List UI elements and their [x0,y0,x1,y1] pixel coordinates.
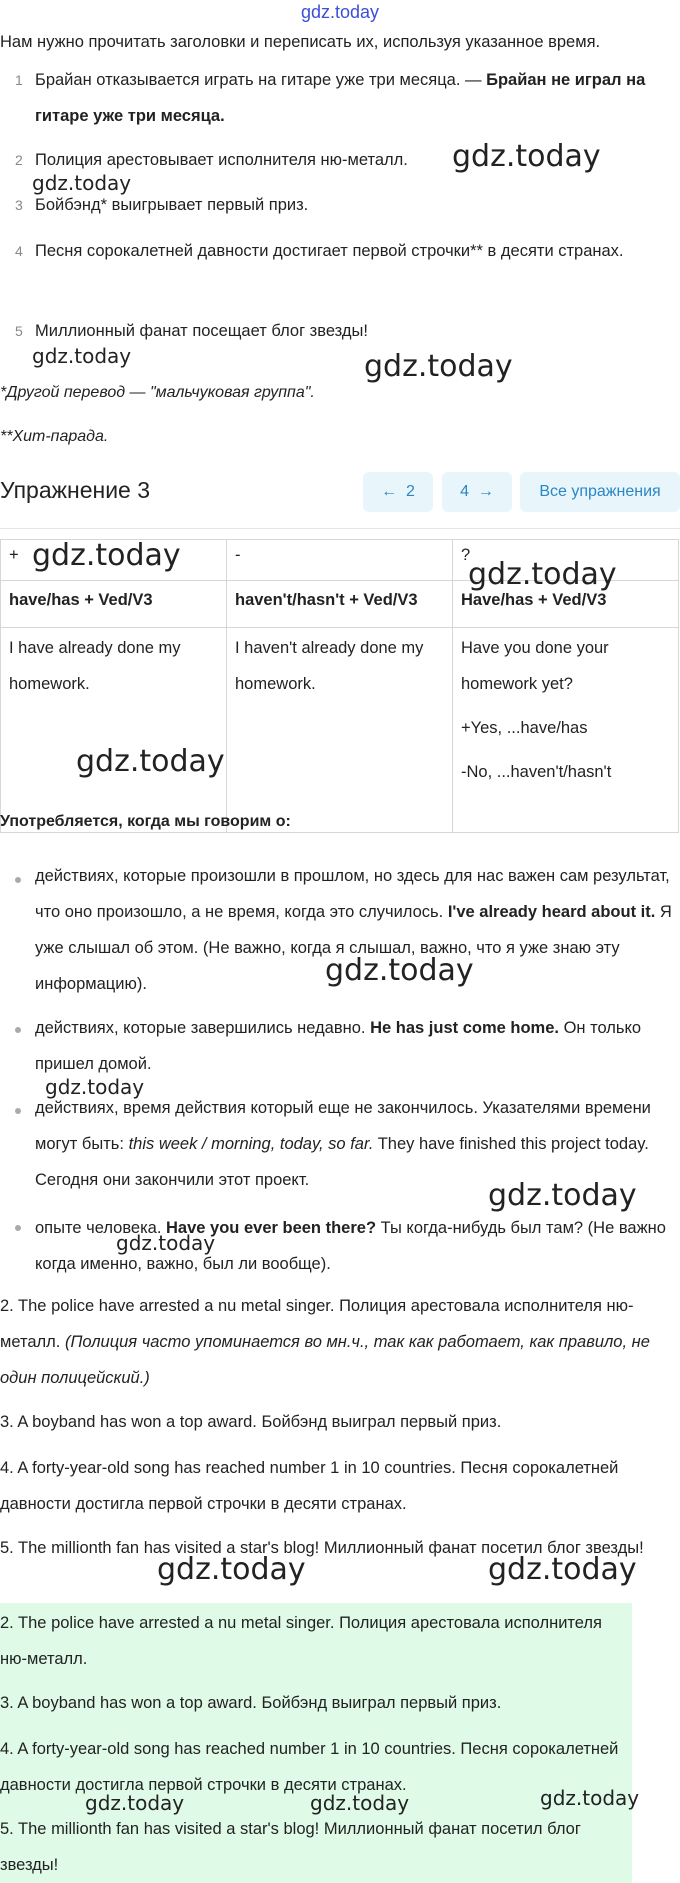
task-text: Полиция арестовывает исполнителя ню-металл. [35,151,408,169]
task-answer: Брайан не играл на гитаре уже три месяца. [35,71,646,125]
watermark: gdz.today [32,344,132,368]
answer-paragraph: 4. A forty-year-old song has reached number 1 in 10 countries. Песня сорокалетней давности достигла первой строчки в десяти странах. [0,1459,619,1513]
watermark: gdz.today [364,349,513,384]
watermark: gdz.today [32,538,181,573]
task-text: Брайан отказывается играть на гитаре уже три месяца. — [35,71,487,89]
site-title[interactable]: gdz.today [300,2,380,22]
watermark: gdz.today [468,557,617,592]
bullet-icon [15,1108,21,1114]
task-number: 3 [15,197,23,213]
watermark: gdz.today [45,1075,145,1099]
task-text: Бойбэнд* выигрывает первый приз. [35,196,309,214]
example-yes: +Yes, ...have/has [461,719,588,737]
table-cell: haven't/hasn't + Ved/V3 [227,581,453,628]
answer-paragraph: 3. A boyband has won a top award. Бойбэнд выиграл первый приз. [0,1413,502,1431]
answer-paragraph: 3. A boyband has won a top award. Бойбэнд выиграл первый приз. [0,1694,502,1712]
task-number: 1 [15,72,23,88]
exercise-title: Упражнение 3 [0,477,151,503]
answer-paragraph: 4. A forty-year-old song has reached number 1 in 10 countries. Песня сорокалетней давности достигла первой строчки в десяти странах. [0,1740,619,1794]
footnote: *Другой перевод — "мальчуковая группа". [0,384,315,401]
watermark: gdz.today [488,1178,637,1213]
task-text: Миллионный фанат посещает блог звезды! [35,322,368,340]
table-head-cell: ? [453,540,679,581]
table-cell: have/has + Ved/V3 [1,581,227,628]
watermark: gdz.today [116,1231,216,1255]
table-cell: Have/has + Ved/V3 [453,581,679,628]
usage-title: Употребляется, когда мы говорим о: [0,813,291,830]
table-head-cell: - [227,540,453,581]
list-item: опыте человека. Have you ever been there? Ты когда-нибудь был там? (Не важно когда именно, важно, был ли вообще). [35,1219,666,1273]
watermark: gdz.today [325,953,474,988]
table-cell: I have already done my homework. [1,628,227,833]
watermark: gdz.today [76,744,225,779]
table-head-cell: + [1,540,227,581]
divider [0,528,680,529]
watermark: gdz.today [157,1552,306,1587]
answer-paragraph: 5. The millionth fan has visited a star's blog! Миллионный фанат посетил блог звезды! [0,1820,581,1874]
answer-paragraph: 5. The millionth fan has visited a star's blog! Миллионный фанат посетил блог звезды! [0,1539,644,1557]
bullet-icon [15,1225,21,1231]
list-item: действиях, время действия который еще не закончилось. Указателями времени могут быть: this week / morning, today, so far. They have finished this project today. Сегодня они закончили этот проект. [35,1099,651,1189]
task-number: 4 [15,243,23,259]
task-number: 5 [15,323,23,339]
watermark: gdz.today [85,1791,185,1815]
table-row [1,628,679,833]
list-item: действиях, которые произошли в прошлом, но здесь для нас важен сам результат, что оно произошло, а не время, когда это случилось. I've already heard about it. Я уже слышал об этом. (Не важно, когда я слышал, важно, что я уже знаю эту информацию). [35,867,672,993]
table-cell: I haven't already done my homework. [227,628,453,833]
answer-paragraph: 2. The police have arrested a nu metal singer. Полиция арестовала исполнителя ню-металл. [0,1614,602,1668]
watermark: gdz.today [488,1552,637,1587]
list-item: действиях, которые завершились недавно. He has just come home. Он только пришел домой. [35,1019,642,1073]
task-number: 2 [15,152,23,168]
task-text: Песня сорокалетней давности достигает первой строчки** в десяти странах. [35,242,624,260]
arrow-left-icon: ← [381,483,398,500]
footnote: **Хит-парада. [0,428,109,445]
example-question: Have you done your homework yet? [461,639,609,693]
watermark: gdz.today [310,1791,410,1815]
bullet-icon [15,877,21,883]
watermark: gdz.today [452,139,601,174]
answer-paragraph: 2. The police have arrested a nu metal singer. Полиция арестовала исполнителя ню-металл. (Полиция часто упоминается во мн.ч., так как работает, как правило, не один полицейский.) [0,1297,650,1387]
watermark: gdz.today [540,1786,640,1810]
next-exercise-button[interactable]: 4 → [442,472,512,512]
watermark: gdz.today [32,171,132,195]
prev-exercise-button[interactable]: ← 2 [363,472,433,512]
example-no: -No, ...haven't/hasn't [461,763,612,781]
all-exercises-button[interactable]: Все упражнения [520,472,680,512]
bullet-icon [15,1027,21,1033]
table-cell [453,628,679,833]
arrow-right-icon: → [477,483,494,500]
intro-text: Нам нужно прочитать заголовки и переписать их, используя указанное время. [0,33,601,51]
